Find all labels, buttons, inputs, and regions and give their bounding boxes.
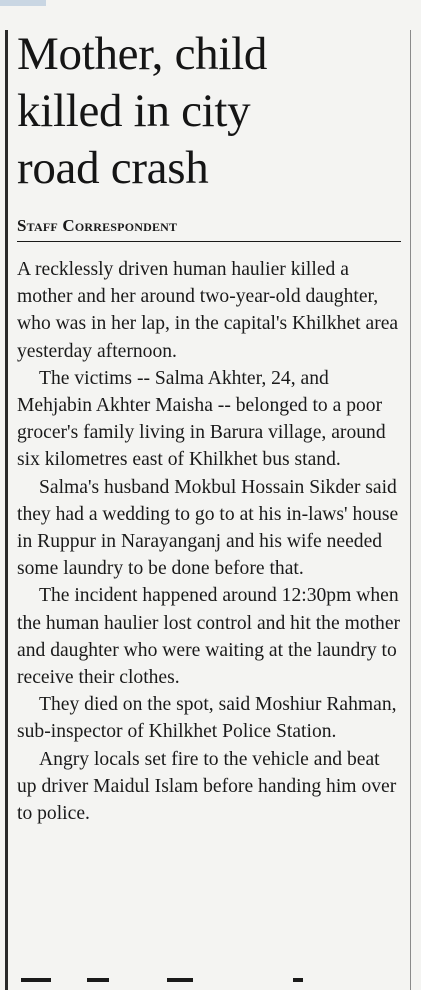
next-article-headline-fragment	[17, 972, 407, 990]
article-headline	[17, 26, 401, 197]
body-paragraph: Salma's husband Mokbul Hossain Sikder said they had a wedding to go to at his in-laws' house in Ruppur in Narayanganj and his wife needed some laundry to be done before that.	[17, 476, 399, 580]
news-article	[17, 26, 401, 827]
column-rule-left	[5, 30, 8, 990]
headline-line: road crash	[17, 142, 209, 194]
body-paragraph: The incident happened around 12:30pm when the human haulier lost control and hit the mother and daughter who were waiting at the laundry to receive their clothes.	[17, 585, 401, 689]
article-byline: Staff Correspondent	[17, 216, 401, 242]
body-paragraph: Angry locals set fire to the vehicle and beat up driver Maidul Islam before handing him over to police.	[17, 748, 397, 825]
adjacent-clipping-fragment	[0, 0, 46, 6]
column-rule-right	[410, 30, 411, 990]
headline-line: killed in city	[17, 85, 251, 137]
body-paragraph: A recklessly driven human haulier killed a mother and her around two-year-old daughter, who was in her lap, in the capital's Khilkhet area yesterday afternoon.	[17, 259, 399, 362]
cropped-glyph	[293, 978, 303, 982]
article-body	[17, 256, 401, 827]
cropped-glyph	[87, 978, 109, 982]
headline-line: Mother, child	[17, 28, 268, 80]
cropped-glyph	[21, 978, 51, 982]
cropped-glyph	[167, 978, 193, 982]
body-paragraph: The victims -- Salma Akhter, 24, and Mehjabin Akhter Maisha -- belonged to a poor grocer's family living in Barura village, around six kilometres east of Khilkhet bus stand.	[17, 367, 386, 471]
body-paragraph: They died on the spot, said Moshiur Rahman, sub-inspector of Khilkhet Police Station.	[17, 694, 397, 743]
